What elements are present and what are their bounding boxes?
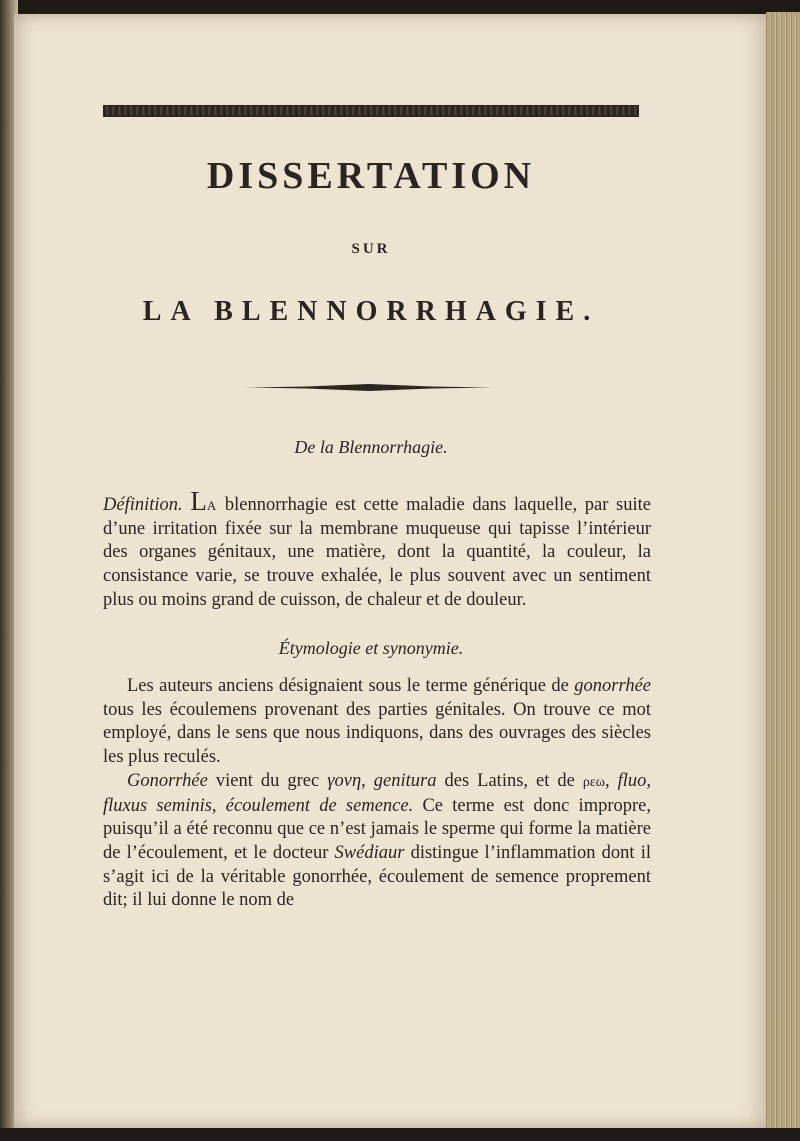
italic-name: Swédiaur [334,842,405,863]
text-run: , [361,770,374,791]
bottom-shadow [0,1128,800,1141]
italic-term: fluo, fluxus seminis, écoulement de semence. [103,770,652,816]
paragraph [103,770,651,913]
text-run: distingue l’inflammation dont il s’agit ici de la véritable gonorrhée, écoulement de semence proprement dit; il lui donne le nom de [103,842,651,911]
book-page [14,14,768,1128]
greek-term: γονη [327,770,362,791]
section-heading: De la Blennorrhagie. [294,437,448,457]
etymology-heading: Étymologie et synonymie. [278,638,464,658]
ornamental-rule [246,383,492,392]
italic-term: Gonorrhée [127,770,208,791]
text-run: tous les écoulemens provenant des parties génitales. On trouve ce mot employé, dans le sens que nous indiquons, dans des ouvrages des siècles les plus reculés. [103,699,651,768]
top-shadow [0,0,800,14]
definition-paragraph [103,486,651,613]
page-subtitle: LA BLENNORRHAGIE. [142,296,600,327]
greek-term: ρεω [582,774,605,790]
definition-text: blennorrhagie est cette maladie dans laquelle, par suite d’une irritation fixée sur la membrane muqueuse qui tapisse l’intérieur des organes génitaux, une matière, dont la quantité, la couleur, la consistance varie, se trouve exhalée, le plus souvent avec un sentiment plus ou moins grand de cuisson, de chaleur et de douleur. [103,495,651,610]
paragraph [103,675,651,770]
margin-label: Définition. [103,495,183,515]
top-rule [103,105,639,117]
initial-smallcap: A [206,498,218,513]
text-run: Les auteurs anciens désignaient sous le terme générique de [127,676,575,696]
right-page-edges [766,12,800,1128]
text-run: , [604,770,618,791]
page-title: DISSERTATION [206,155,536,197]
title-connector: SUR [351,241,391,257]
italic-term: genitura [373,770,437,791]
italic-term: gonorrhée [574,676,651,696]
body-text [103,675,651,913]
text-run: vient du grec [207,770,328,791]
initial-letter: L [190,486,207,516]
text-run: Ce terme est donc impropre, puisqu’il a été reconnu que ce n’est jamais le sperme qui forme la matière de l’écoulement, et le docteur [103,795,651,863]
text-run: des Latins, et de [436,770,583,791]
